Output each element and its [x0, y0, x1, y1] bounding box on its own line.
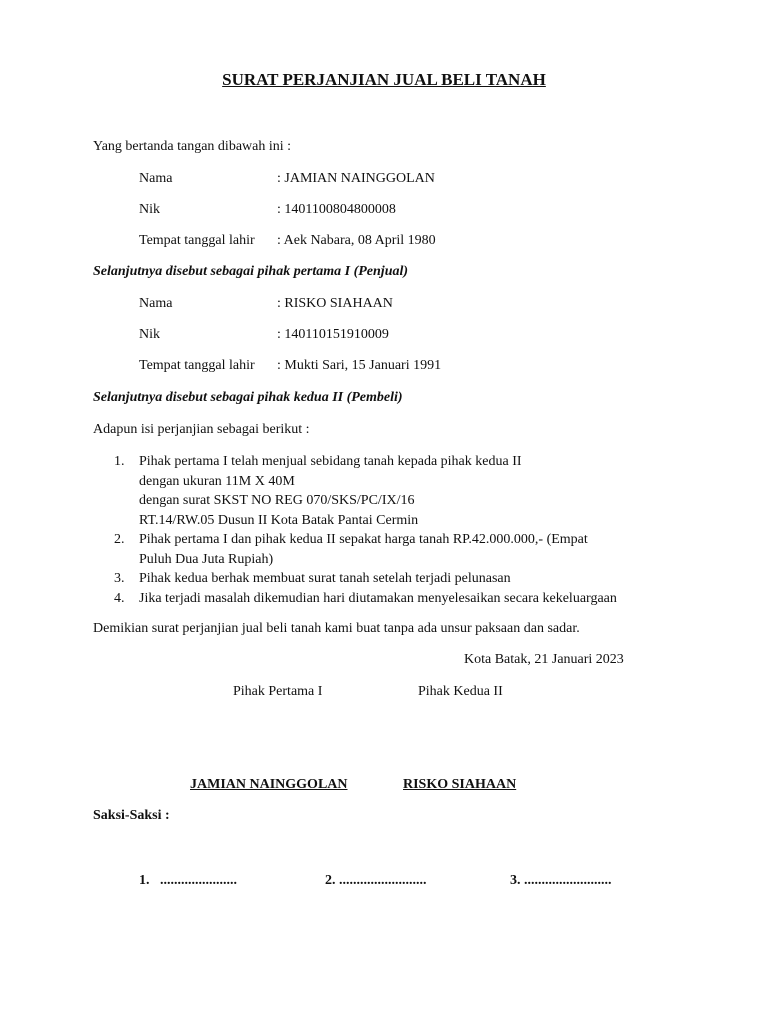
- term-item: [0, 589, 700, 609]
- party2-birth-label: Tempat tanggal lahir: [139, 358, 255, 373]
- term-item: [0, 569, 700, 589]
- witness-signature-line: .........................: [524, 873, 612, 888]
- term-number: 1.: [114, 454, 125, 469]
- witness-number: 1.: [139, 873, 150, 888]
- witnesses-heading: Saksi-Saksi :: [93, 808, 170, 823]
- party2-name-value: : RISKO SIAHAAN: [277, 296, 393, 311]
- document-title: SURAT PERJANJIAN JUAL BELI TANAH: [222, 70, 546, 89]
- witness-3: [510, 872, 612, 890]
- terms-intro: Adapun isi perjanjian sebagai berikut :: [93, 422, 310, 437]
- term-number: 2.: [114, 532, 125, 547]
- term-line: Pihak pertama I dan pihak kedua II sepakat harga tanah RP.42.000.000,- (Empat: [139, 532, 588, 547]
- term-number: 4.: [114, 590, 125, 606]
- intro-text: Yang bertanda tangan dibawah ini :: [93, 139, 292, 154]
- party2-designation: Selanjutnya disebut sebagai pihak kedua II (Pembeli): [93, 390, 403, 405]
- party1-birth-value: : Aek Nabara, 08 April 1980: [277, 233, 436, 248]
- term-line: Puluh Dua Juta Rupiah): [139, 551, 274, 567]
- party1-nik-value: : 1401100804800008: [277, 202, 396, 217]
- first-party-signature-name: JAMIAN NAINGGOLAN: [190, 777, 348, 792]
- witness-number: 2.: [325, 873, 336, 888]
- term-item: [0, 452, 700, 530]
- term-line: Pihak kedua berhak membuat surat tanah setelah terjadi pelunasan: [139, 571, 511, 586]
- witness-number: 3.: [510, 873, 521, 888]
- party1-name-value: : JAMIAN NAINGGOLAN: [277, 171, 435, 186]
- party1-birth-label: Tempat tanggal lahir: [139, 233, 255, 248]
- witness-2: [325, 872, 427, 890]
- party2-nik-value: : 140110151910009: [277, 327, 389, 342]
- party2-birth-value: : Mukti Sari, 15 Januari 1991: [277, 358, 442, 373]
- witness-signature-line: .........................: [339, 873, 427, 888]
- second-party-signature-name: RISKO SIAHAAN: [403, 777, 517, 792]
- term-line: dengan ukuran 11M X 40M: [139, 473, 295, 489]
- terms-list: [0, 452, 700, 608]
- term-line: Jika terjadi masalah dikemudian hari diutamakan menyelesaikan secara kekeluargaan: [139, 590, 617, 606]
- party2-name-label: Nama: [139, 296, 173, 311]
- term-line: dengan surat SKST NO REG 070/SKS/PC/IX/16: [139, 493, 415, 508]
- witness-1: [139, 872, 237, 890]
- term-line: Pihak pertama I telah menjual sebidang tanah kepada pihak kedua II: [139, 454, 522, 469]
- party2-nik-label: Nik: [139, 327, 160, 342]
- place-date: Kota Batak, 21 Januari 2023: [464, 652, 624, 667]
- party1-designation: Selanjutnya disebut sebagai pihak pertama I (Penjual): [93, 264, 409, 279]
- term-item: [0, 530, 700, 569]
- term-number: 3.: [114, 571, 125, 586]
- party1-name-label: Nama: [139, 171, 173, 186]
- witness-signature-line: ......................: [160, 873, 237, 888]
- closing-statement: Demikian surat perjanjian jual beli tanah kami buat tanpa ada unsur paksaan dan sadar.: [93, 621, 580, 636]
- second-party-label: Pihak Kedua II: [418, 684, 503, 699]
- party1-nik-label: Nik: [139, 202, 160, 217]
- first-party-label: Pihak Pertama I: [233, 684, 323, 699]
- term-line: RT.14/RW.05 Dusun II Kota Batak Pantai Cermin: [139, 512, 419, 528]
